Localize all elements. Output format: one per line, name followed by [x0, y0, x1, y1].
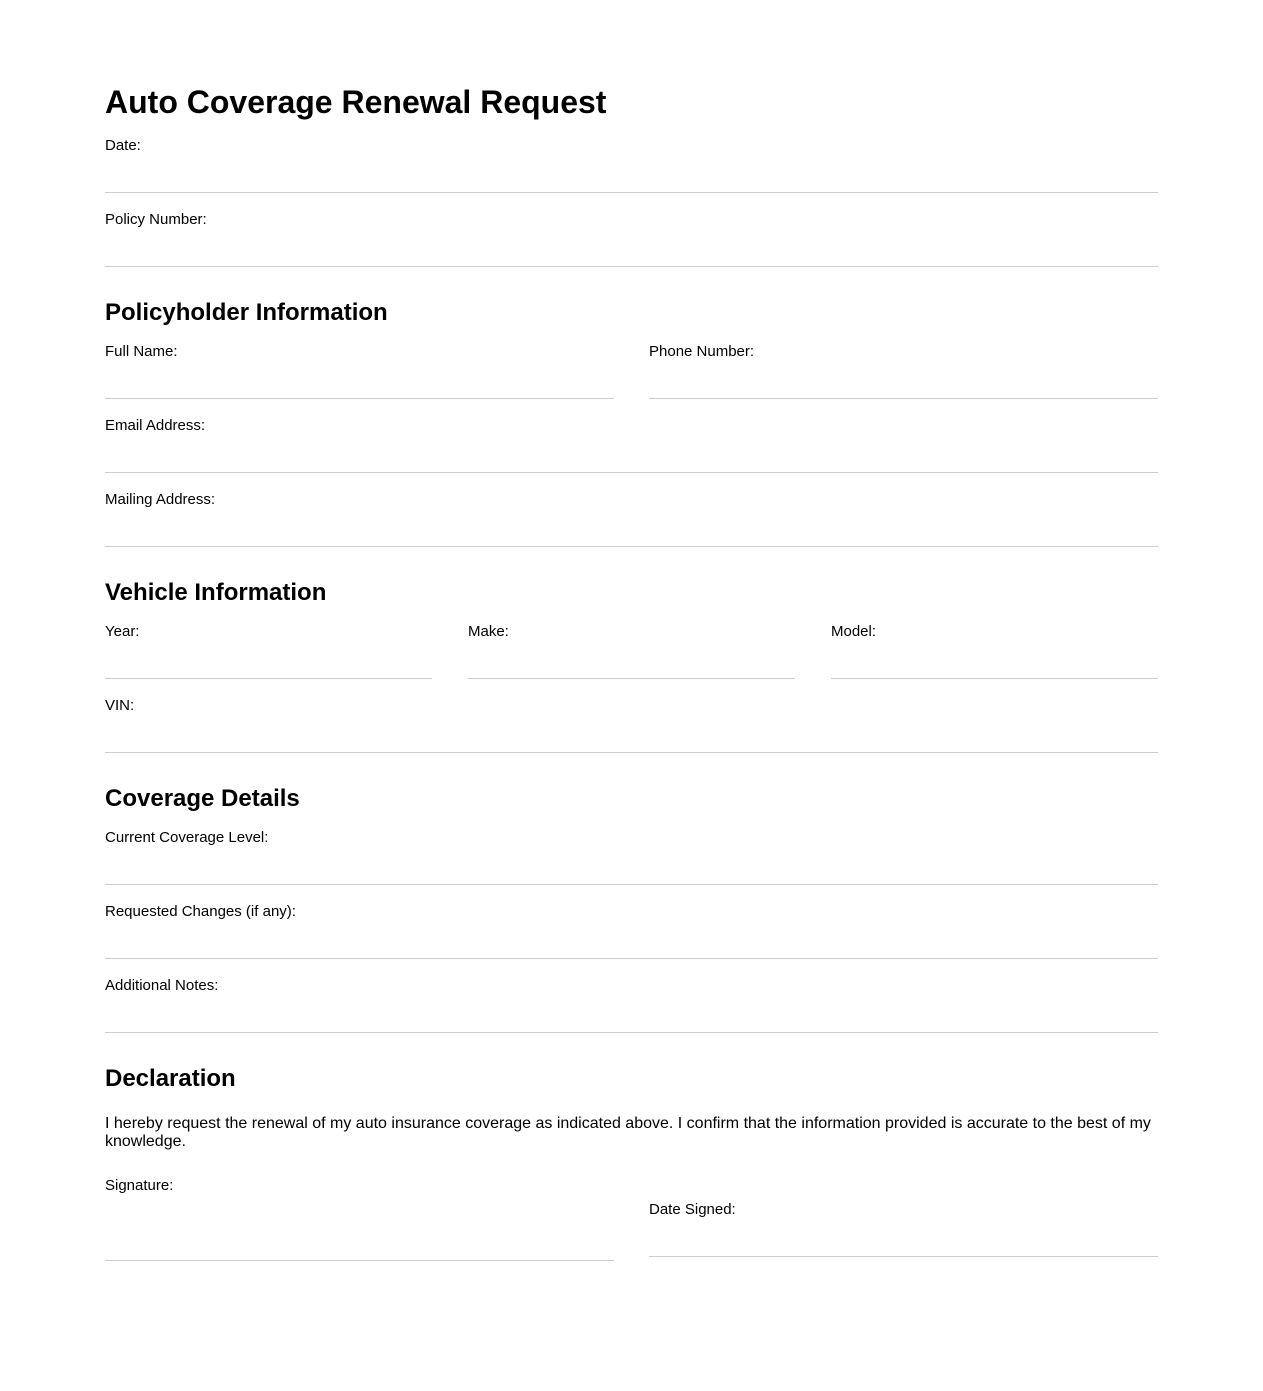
additional-notes-input-line[interactable]: [105, 1032, 1158, 1033]
make-field[interactable]: [468, 623, 795, 679]
date-signed-field[interactable]: [649, 1201, 1158, 1257]
email-address-label: Email Address:: [105, 417, 206, 434]
phone-number-input-line[interactable]: [649, 398, 1158, 399]
date-label: Date:: [105, 137, 141, 154]
signature-field[interactable]: [105, 1177, 614, 1261]
full-name-input-line[interactable]: [105, 398, 614, 399]
email-address-field[interactable]: [105, 417, 1158, 473]
date-signed-label: Date Signed:: [649, 1201, 736, 1218]
year-field[interactable]: [105, 623, 432, 679]
model-field[interactable]: [831, 623, 1158, 679]
mailing-address-input-line[interactable]: [105, 546, 1158, 547]
vin-input-line[interactable]: [105, 752, 1158, 753]
coverage-heading: Coverage Details: [105, 785, 300, 812]
signature-input-line[interactable]: [105, 1260, 614, 1261]
date-signed-input-line[interactable]: [649, 1256, 1158, 1257]
year-input-line[interactable]: [105, 678, 432, 679]
date-input-line[interactable]: [105, 192, 1158, 193]
vin-field[interactable]: [105, 697, 1158, 753]
full-name-label: Full Name:: [105, 343, 178, 360]
requested-changes-field[interactable]: [105, 903, 1158, 959]
make-input-line[interactable]: [468, 678, 795, 679]
mailing-address-label: Mailing Address:: [105, 491, 216, 508]
model-input-line[interactable]: [831, 678, 1158, 679]
page-title: Auto Coverage Renewal Request: [105, 84, 607, 120]
current-coverage-label: Current Coverage Level:: [105, 829, 269, 846]
vin-label: VIN:: [105, 697, 135, 714]
additional-notes-label: Additional Notes:: [105, 977, 219, 994]
policyholder-heading: Policyholder Information: [105, 299, 388, 326]
policy-number-field[interactable]: [105, 211, 1158, 267]
current-coverage-field[interactable]: [105, 829, 1158, 885]
model-label: Model:: [831, 623, 877, 640]
date-field[interactable]: [105, 137, 1158, 193]
make-label: Make:: [468, 623, 509, 640]
mailing-address-field[interactable]: [105, 491, 1158, 547]
phone-number-field[interactable]: [649, 343, 1158, 399]
requested-changes-label: Requested Changes (if any):: [105, 903, 296, 920]
full-name-field[interactable]: [105, 343, 614, 399]
signature-label: Signature:: [105, 1177, 174, 1194]
policy-number-input-line[interactable]: [105, 266, 1158, 267]
vehicle-heading: Vehicle Information: [105, 579, 327, 606]
year-label: Year:: [105, 623, 140, 640]
current-coverage-input-line[interactable]: [105, 884, 1158, 885]
policy-number-label: Policy Number:: [105, 211, 207, 228]
additional-notes-field[interactable]: [105, 977, 1158, 1033]
declaration-text: I hereby request the renewal of my auto insurance coverage as indicated above. I confirm that the information provided is accurate to the best of my knowledge.: [105, 1115, 1151, 1150]
declaration-heading: Declaration: [105, 1065, 236, 1092]
phone-number-label: Phone Number:: [649, 343, 755, 360]
email-address-input-line[interactable]: [105, 472, 1158, 473]
requested-changes-input-line[interactable]: [105, 958, 1158, 959]
